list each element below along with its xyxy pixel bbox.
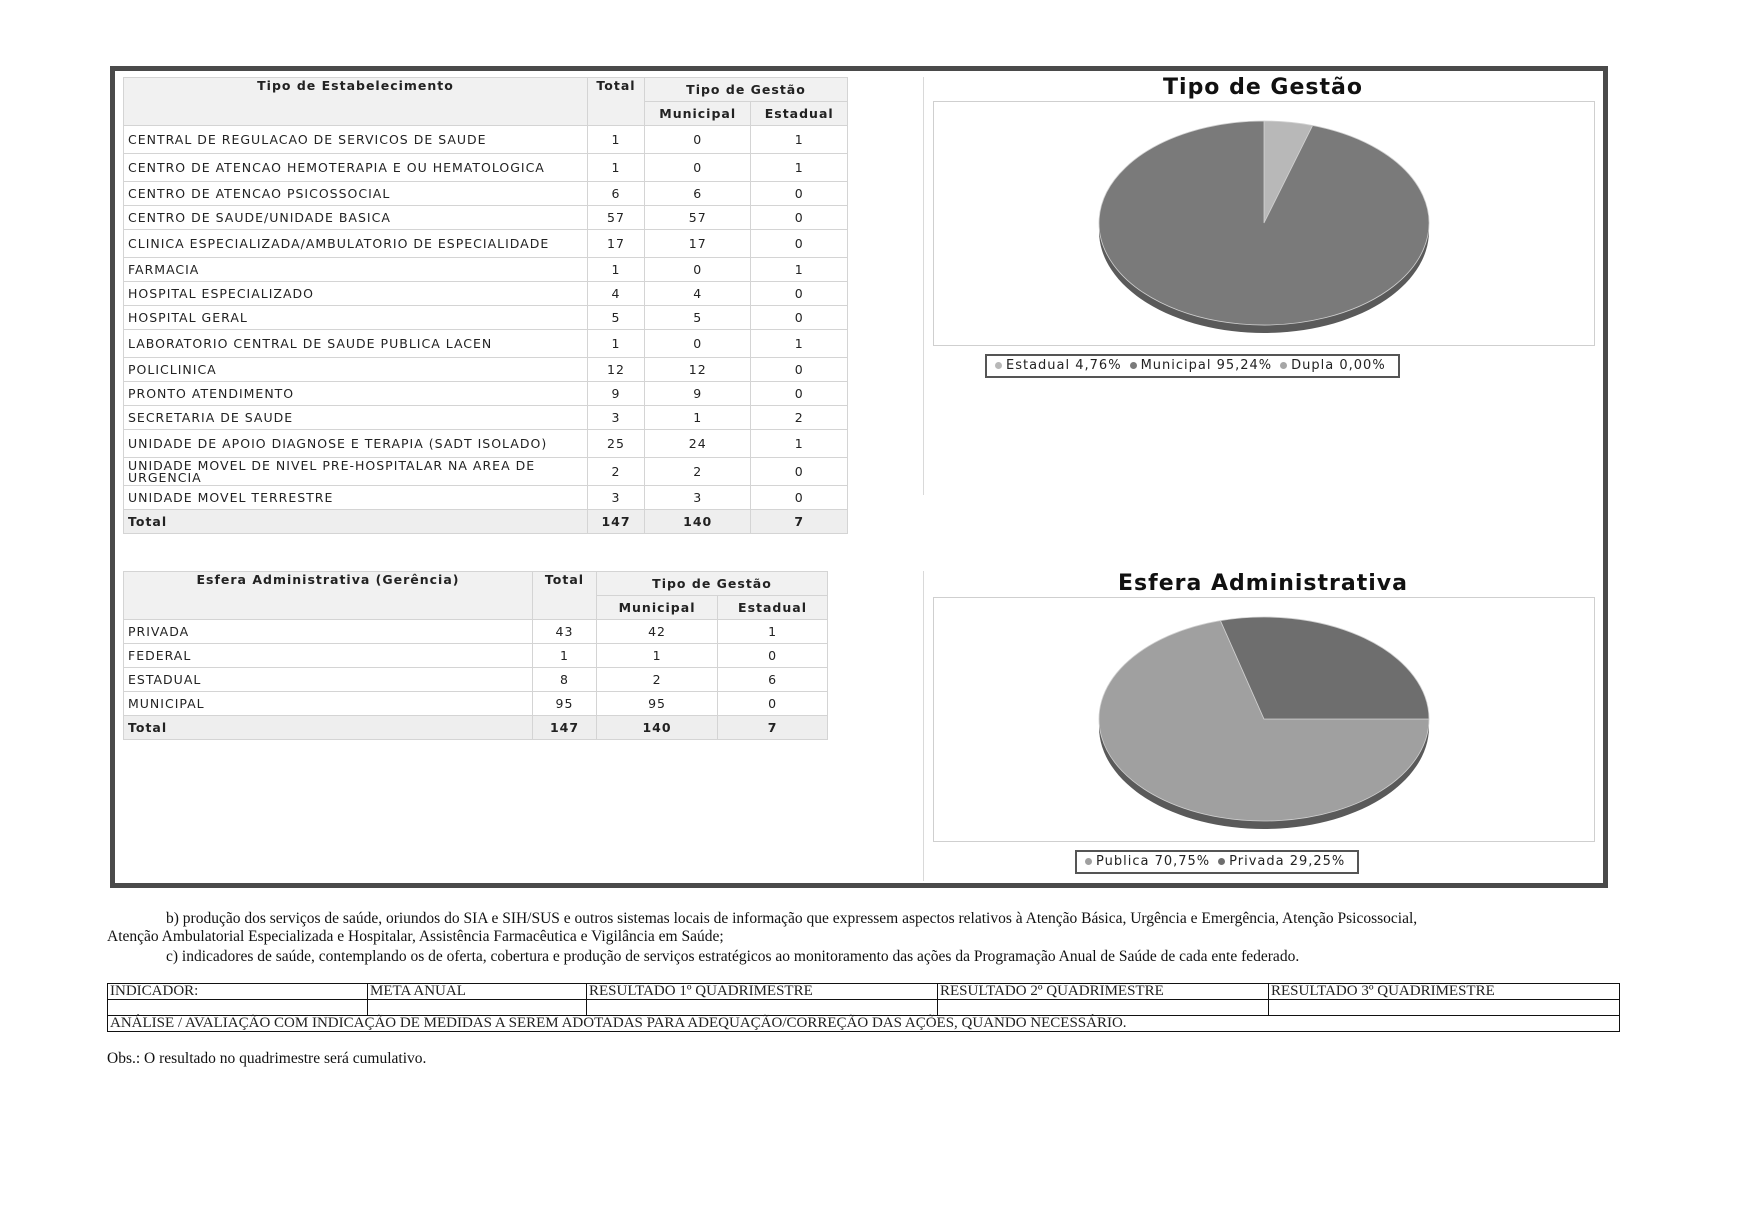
indicator-header: INDICADOR:: [108, 984, 368, 1000]
table-row: [124, 306, 848, 330]
row-estadual: 0: [751, 358, 848, 382]
esfera-administrativa-rows: [124, 620, 828, 740]
table-row: [124, 486, 848, 510]
col-header-esfera: Esfera Administrativa (Gerência): [124, 572, 533, 620]
row-total: 1: [533, 644, 597, 668]
resultado-q3-header: RESULTADO 3º QUADRIMESTRE: [1269, 984, 1620, 1000]
col-header-municipal: Municipal: [645, 102, 751, 126]
legend-item: Publica 70,75%: [1096, 854, 1211, 869]
obs-note: Obs.: O resultado no quadrimestre será cumulativo.: [107, 1050, 427, 1067]
resultado-q2-header: RESULTADO 2º QUADRIMESTRE: [938, 984, 1269, 1000]
row-municipal: 12: [645, 358, 751, 382]
row-municipal: 95: [597, 692, 718, 716]
pie-chart-esfera-administrativa: [934, 598, 1594, 841]
row-label: CENTRAL DE REGULACAO DE SERVICOS DE SAUDE: [124, 126, 588, 154]
row-label: PRIVADA: [124, 620, 533, 644]
col-header-total: Total: [588, 78, 645, 126]
row-total: 12: [588, 358, 645, 382]
panel-divider: [923, 77, 924, 495]
row-total: 9: [588, 382, 645, 406]
row-estadual: 6: [718, 668, 828, 692]
row-total: 3: [588, 486, 645, 510]
row-total: 8: [533, 668, 597, 692]
paragraph-b-line1: b) produção dos serviços de saúde, oriundos do SIA e SIH/SUS e outros sistemas locais de informação que expressem aspectos relativos à Atenção Básica, Urgência e Emergência, Atenção Psicossocial,: [166, 910, 1418, 927]
row-total: 43: [533, 620, 597, 644]
meta-anual-cell: [368, 1000, 587, 1016]
pie-slice-municipal: [1099, 121, 1429, 325]
legend-item: Municipal 95,24%: [1140, 358, 1273, 373]
row-estadual: 0: [751, 306, 848, 330]
row-label: FEDERAL: [124, 644, 533, 668]
row-estadual: 0: [718, 692, 828, 716]
row-total: 4: [588, 282, 645, 306]
row-estadual: 0: [751, 182, 848, 206]
row-estadual: 0: [751, 382, 848, 406]
row-total: 1: [588, 330, 645, 358]
row-municipal: 4: [645, 282, 751, 306]
row-municipal: 0: [645, 330, 751, 358]
row-label: Total: [124, 716, 533, 740]
indicator-cell: [108, 1000, 368, 1016]
indicator-table: [107, 983, 1620, 1032]
row-label: CENTRO DE ATENCAO PSICOSSOCIAL: [124, 182, 588, 206]
resultado-q1-header: RESULTADO 1º QUADRIMESTRE: [587, 984, 938, 1000]
legend-item: Estadual 4,76%: [1006, 358, 1122, 373]
row-estadual: 1: [751, 330, 848, 358]
row-municipal: 2: [645, 458, 751, 486]
row-estadual: 0: [751, 486, 848, 510]
col-header-estadual: Estadual: [718, 596, 828, 620]
row-municipal: 17: [645, 230, 751, 258]
paragraph-b-line2: Atenção Ambulatorial Especializada e Hospitalar, Assistência Farmacêutica e Vigilância em Saúde;: [107, 928, 724, 945]
table-row: [124, 382, 848, 406]
resultado-q3-cell: [1269, 1000, 1620, 1016]
tipo-estabelecimento-rows: [124, 126, 848, 534]
row-label: UNIDADE MOVEL DE NIVEL PRE-HOSPITALAR NA AREA DE URGENCIA: [124, 458, 588, 486]
row-label: POLICLINICA: [124, 358, 588, 382]
row-estadual: 1: [751, 126, 848, 154]
row-label: LABORATORIO CENTRAL DE SAUDE PUBLICA LACEN: [124, 330, 588, 358]
resultado-q1-cell: [587, 1000, 938, 1016]
legend-marker-icon: [1130, 362, 1137, 369]
panel-divider: [923, 571, 924, 881]
row-municipal: 3: [645, 486, 751, 510]
table-row: [124, 330, 848, 358]
row-label: FARMACIA: [124, 258, 588, 282]
row-total: 1: [588, 154, 645, 182]
table-row: [124, 230, 848, 258]
row-municipal: 140: [597, 716, 718, 740]
col-header-municipal: Municipal: [597, 596, 718, 620]
row-estadual: 0: [751, 230, 848, 258]
table-row: [124, 206, 848, 230]
legend-marker-icon: [995, 362, 1002, 369]
table-row: [124, 644, 828, 668]
table-row: [124, 692, 828, 716]
table-row: [124, 406, 848, 430]
row-label: UNIDADE DE APOIO DIAGNOSE E TERAPIA (SADT ISOLADO): [124, 430, 588, 458]
chart-tipo-gestao: [933, 101, 1595, 346]
row-total: 95: [533, 692, 597, 716]
row-total: 3: [588, 406, 645, 430]
row-municipal: 5: [645, 306, 751, 330]
row-label: CLINICA ESPECIALIZADA/AMBULATORIO DE ESPECIALIDADE: [124, 230, 588, 258]
row-municipal: 1: [645, 406, 751, 430]
table-row: [124, 620, 828, 644]
row-municipal: 6: [645, 182, 751, 206]
legend-marker-icon: [1085, 858, 1092, 865]
table-total-row: [124, 716, 828, 740]
row-label: CENTRO DE SAUDE/UNIDADE BASICA: [124, 206, 588, 230]
row-estadual: 0: [751, 206, 848, 230]
col-header-gestao: Tipo de Gestão: [645, 78, 848, 102]
paragraph-c: c) indicadores de saúde, contemplando os de oferta, cobertura e produção de serviços estratégicos ao monitoramento das ações da Programação Anual de Saúde de cada ente federado.: [166, 948, 1300, 965]
row-label: CENTRO DE ATENCAO HEMOTERAPIA E OU HEMATOLOGICA: [124, 154, 588, 182]
row-total: 147: [533, 716, 597, 740]
esfera-administrativa-panel: [123, 571, 828, 740]
row-label: HOSPITAL ESPECIALIZADO: [124, 282, 588, 306]
row-label: PRONTO ATENDIMENTO: [124, 382, 588, 406]
row-estadual: 7: [718, 716, 828, 740]
row-total: 25: [588, 430, 645, 458]
table-row: [124, 668, 828, 692]
row-municipal: 24: [645, 430, 751, 458]
row-label: ESTADUAL: [124, 668, 533, 692]
row-municipal: 42: [597, 620, 718, 644]
table-row: [124, 430, 848, 458]
table-total-row: [124, 510, 848, 534]
row-total: 1: [588, 258, 645, 282]
row-total: 57: [588, 206, 645, 230]
col-header-estadual: Estadual: [751, 102, 848, 126]
row-label: MUNICIPAL: [124, 692, 533, 716]
col-header-total: Total: [533, 572, 597, 620]
legend-item: Dupla 0,00%: [1291, 358, 1386, 373]
legend-marker-icon: [1218, 858, 1225, 865]
row-label: SECRETARIA DE SAUDE: [124, 406, 588, 430]
meta-anual-header: META ANUAL: [368, 984, 587, 1000]
row-estadual: 1: [751, 258, 848, 282]
table-row: [124, 154, 848, 182]
row-municipal: 0: [645, 154, 751, 182]
row-total: 1: [588, 126, 645, 154]
col-header-gestao: Tipo de Gestão: [597, 572, 828, 596]
row-total: 147: [588, 510, 645, 534]
row-label: Total: [124, 510, 588, 534]
row-estadual: 7: [751, 510, 848, 534]
legend-marker-icon: [1280, 362, 1287, 369]
chart-title-esfera-administrativa: Esfera Administrativa: [1118, 571, 1408, 596]
chart-title-tipo-gestao: Tipo de Gestão: [1163, 75, 1363, 100]
table-row: [124, 182, 848, 206]
legend-tipo-gestao: [985, 354, 1400, 378]
pie-chart-tipo-gestao: [934, 102, 1594, 345]
row-estadual: 1: [751, 154, 848, 182]
row-municipal: 57: [645, 206, 751, 230]
table-row: [124, 282, 848, 306]
table-row: [124, 126, 848, 154]
row-total: 17: [588, 230, 645, 258]
row-municipal: 9: [645, 382, 751, 406]
row-estadual: 0: [751, 458, 848, 486]
row-estadual: 2: [751, 406, 848, 430]
row-municipal: 2: [597, 668, 718, 692]
col-header-tipo: Tipo de Estabelecimento: [124, 78, 588, 126]
legend-item: Privada 29,25%: [1229, 854, 1346, 869]
tipo-estabelecimento-panel: [123, 77, 848, 534]
row-municipal: 140: [645, 510, 751, 534]
table-row: [124, 258, 848, 282]
analysis-row: ANÁLISE / AVALIAÇÃO COM INDICAÇÃO DE MEDIDAS A SEREM ADOTADAS PARA ADEQUAÇÃO/CORREÇÃO DAS AÇÕES, QUANDO NECESSÁRIO.: [108, 1016, 1620, 1032]
table-row: [124, 358, 848, 382]
row-municipal: 1: [597, 644, 718, 668]
esfera-administrativa-table: [123, 571, 828, 740]
row-estadual: 1: [718, 620, 828, 644]
row-estadual: 1: [751, 430, 848, 458]
legend-esfera-administrativa: [1075, 850, 1359, 874]
row-label: UNIDADE MOVEL TERRESTRE: [124, 486, 588, 510]
row-label: HOSPITAL GERAL: [124, 306, 588, 330]
row-estadual: 0: [751, 282, 848, 306]
table-row: [124, 458, 848, 486]
row-total: 2: [588, 458, 645, 486]
tipo-estabelecimento-table: [123, 77, 848, 534]
row-municipal: 0: [645, 258, 751, 282]
row-municipal: 0: [645, 126, 751, 154]
row-estadual: 0: [718, 644, 828, 668]
row-total: 6: [588, 182, 645, 206]
chart-esfera-administrativa: [933, 597, 1595, 842]
resultado-q2-cell: [938, 1000, 1269, 1016]
row-total: 5: [588, 306, 645, 330]
report-screenshot-frame: [110, 66, 1608, 888]
